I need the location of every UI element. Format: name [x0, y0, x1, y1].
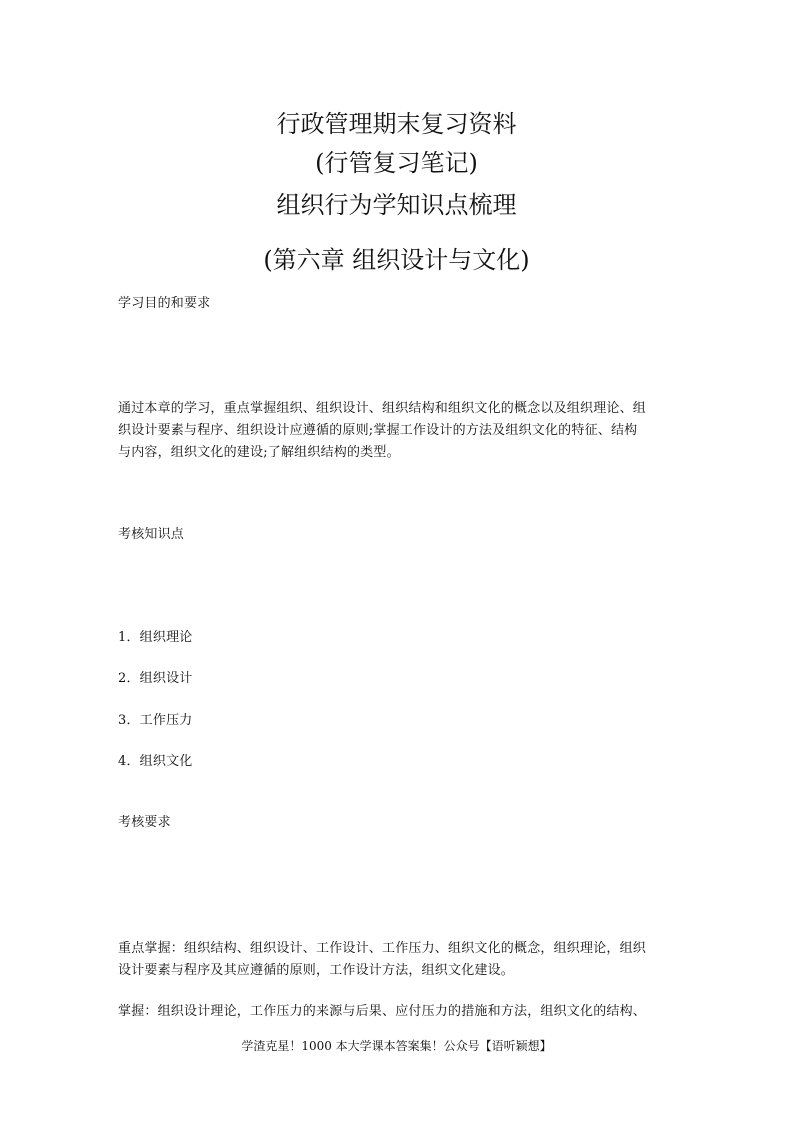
title-line-3: 组织行为学知识点梳理 — [276, 191, 517, 219]
knowledge-heading: 考核知识点 — [118, 527, 185, 542]
key-requirements-line: 重点掌握：组织结构、组织设计、工作设计、工作压力、组织文化的概念，组织理论，组织 — [118, 941, 647, 956]
objectives-line: 与内容，组织文化的建设;了解组织结构的类型。 — [118, 445, 400, 460]
objectives-line: 通过本章的学习，重点掌握组织、组织设计、组织结构和组织文化的概念以及组织理论、组 — [118, 401, 647, 416]
title-line-1: 行政管理期末复习资料 — [276, 110, 517, 138]
title-line-2: (行管复习笔记) — [315, 149, 478, 177]
knowledge-item: 1．组织理论 — [118, 630, 193, 645]
objectives-line: 织设计要素与程序、组织设计应遵循的原则;掌握工作设计的方法及组织文化的特征、结构 — [118, 423, 638, 438]
key-requirements-line: 设计要素与程序及其应遵循的原则，工作设计方法，组织文化建设。 — [118, 963, 515, 978]
requirements-heading: 考核要求 — [118, 815, 171, 830]
knowledge-item: 2．组织设计 — [118, 671, 193, 686]
knowledge-item: 4．组织文化 — [118, 754, 193, 769]
chapter-title: (第六章 组织设计与文化) — [263, 246, 530, 274]
knowledge-item: 3．工作压力 — [118, 713, 193, 728]
master-requirements-line: 掌握：组织设计理论，工作压力的来源与后果、应付压力的措施和方法，组织文化的结构、 — [118, 1004, 647, 1019]
objectives-heading: 学习目的和要求 — [118, 296, 211, 311]
page-footer: 学渣克星！1000 本大学课本答案集！公众号【语听颖想】 — [241, 1039, 552, 1053]
